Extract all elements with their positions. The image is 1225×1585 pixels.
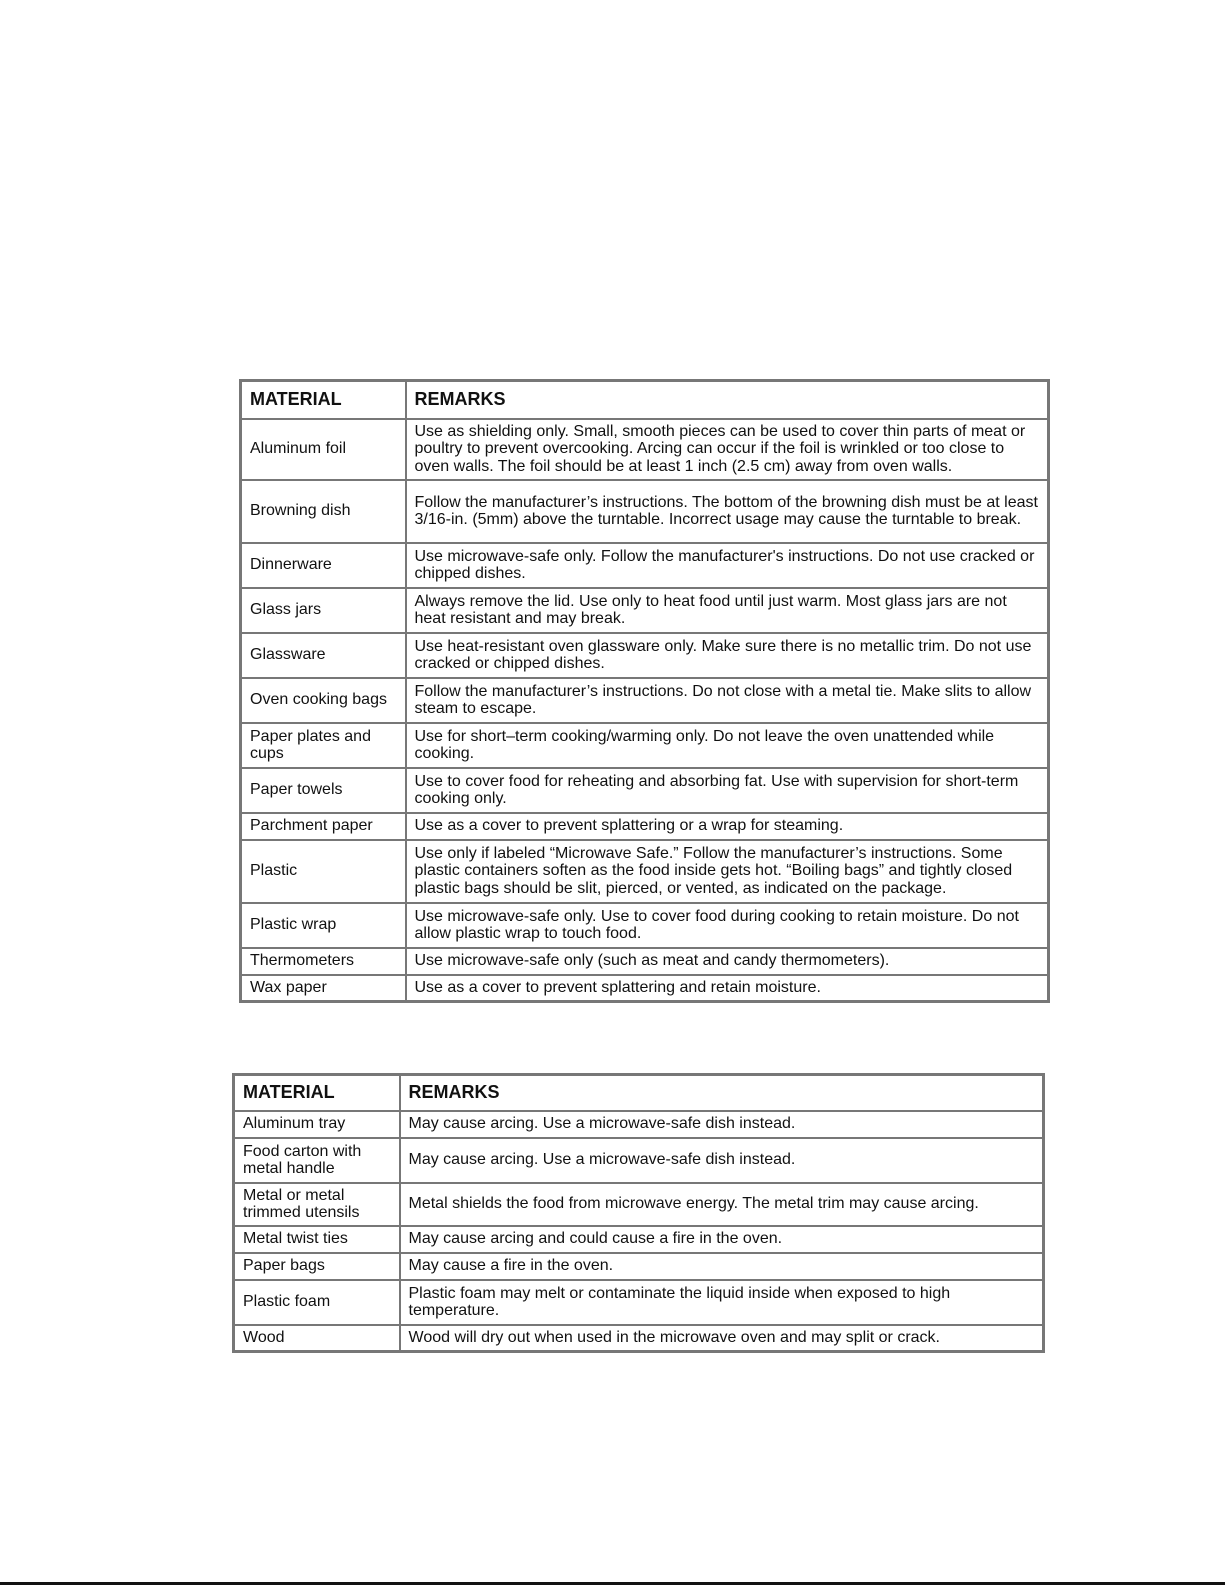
- material-cell: Paper bags: [234, 1253, 400, 1280]
- table-row: [241, 419, 1049, 480]
- table-header-row: [234, 1075, 1044, 1111]
- table-row: [241, 480, 1049, 543]
- material-cell: Oven cooking bags: [241, 678, 406, 723]
- remarks-cell: Always remove the lid. Use only to heat food until just warm. Most glass jars are not heat resistant and may break.: [406, 588, 1049, 633]
- material-cell: Dinnerware: [241, 543, 406, 588]
- table-row: [234, 1253, 1044, 1280]
- materials-safe-table: [239, 379, 1050, 1003]
- table-row: [241, 633, 1049, 678]
- table-row: [241, 588, 1049, 633]
- remarks-cell: May cause arcing. Use a microwave-safe dish instead.: [400, 1138, 1044, 1183]
- remarks-cell: Use as shielding only. Small, smooth pieces can be used to cover thin parts of meat or poultry to prevent overcooking. Arcing can occur if the foil is wrinkled or too close to oven walls. The foil should be at least 1 inch (2.5 cm) away from oven walls.: [406, 419, 1049, 480]
- material-column-header: MATERIAL: [241, 381, 406, 419]
- table-row: [234, 1138, 1044, 1183]
- material-cell: Wax paper: [241, 975, 406, 1002]
- table-row: [241, 723, 1049, 768]
- material-cell: Food carton with metal handle: [234, 1138, 400, 1183]
- remarks-cell: May cause arcing and could cause a fire in the oven.: [400, 1226, 1044, 1253]
- remarks-cell: Use heat-resistant oven glassware only. Make sure there is no metallic trim. Do not use cracked or chipped dishes.: [406, 633, 1049, 678]
- material-cell: Plastic wrap: [241, 903, 406, 948]
- remarks-cell: Use microwave-safe only. Follow the manufacturer's instructions. Do not use cracked or chipped dishes.: [406, 543, 1049, 588]
- table-row: [241, 813, 1049, 840]
- material-cell: Aluminum tray: [234, 1111, 400, 1138]
- table-row: [234, 1226, 1044, 1253]
- material-cell: Parchment paper: [241, 813, 406, 840]
- table-header-row: [241, 381, 1049, 419]
- table-row: [241, 678, 1049, 723]
- material-cell: Wood: [234, 1325, 400, 1352]
- remarks-cell: Use microwave-safe only. Use to cover food during cooking to retain moisture. Do not allow plastic wrap to touch food.: [406, 903, 1049, 948]
- remarks-cell: May cause a fire in the oven.: [400, 1253, 1044, 1280]
- remarks-cell: May cause arcing. Use a microwave-safe dish instead.: [400, 1111, 1044, 1138]
- remarks-cell: Use as a cover to prevent splattering or a wrap for steaming.: [406, 813, 1049, 840]
- material-cell: Browning dish: [241, 480, 406, 543]
- remarks-cell: Use as a cover to prevent splattering and retain moisture.: [406, 975, 1049, 1002]
- remarks-cell: Follow the manufacturer’s instructions. The bottom of the browning dish must be at least 3/16-in. (5mm) above the turntable. Incorrect usage may cause the turntable to break.: [406, 480, 1049, 543]
- materials-avoid-table: [232, 1073, 1045, 1353]
- material-cell: Plastic: [241, 840, 406, 903]
- remarks-cell: Use for short–term cooking/warming only. Do not leave the oven unattended while cooking.: [406, 723, 1049, 768]
- table-row: [234, 1280, 1044, 1325]
- remarks-column-header: REMARKS: [406, 381, 1049, 419]
- table-row: [234, 1325, 1044, 1352]
- table-row: [234, 1183, 1044, 1226]
- material-cell: Thermometers: [241, 948, 406, 975]
- remarks-cell: Use microwave-safe only (such as meat and candy thermometers).: [406, 948, 1049, 975]
- remarks-cell: Use to cover food for reheating and absorbing fat. Use with supervision for short-term cooking only.: [406, 768, 1049, 813]
- table-row: [241, 903, 1049, 948]
- table-row: [241, 840, 1049, 903]
- material-cell: Aluminum foil: [241, 419, 406, 480]
- table-row: [241, 975, 1049, 1002]
- table-row: [241, 948, 1049, 975]
- remarks-column-header: REMARKS: [400, 1075, 1044, 1111]
- material-cell: Glassware: [241, 633, 406, 678]
- material-cell: Glass jars: [241, 588, 406, 633]
- material-column-header: MATERIAL: [234, 1075, 400, 1111]
- remarks-cell: Plastic foam may melt or contaminate the liquid inside when exposed to high temperature.: [400, 1280, 1044, 1325]
- material-cell: Metal twist ties: [234, 1226, 400, 1253]
- remarks-cell: Use only if labeled “Microwave Safe.” Follow the manufacturer’s instructions. Some plastic containers soften as the food inside gets hot. “Boiling bags” and tightly closed plastic bags should be slit, pierced, or vented, as indicated on the package.: [406, 840, 1049, 903]
- table-row: [241, 768, 1049, 813]
- remarks-cell: Follow the manufacturer’s instructions. Do not close with a metal tie. Make slits to allow steam to escape.: [406, 678, 1049, 723]
- table-row: [241, 543, 1049, 588]
- material-cell: Paper towels: [241, 768, 406, 813]
- remarks-cell: Wood will dry out when used in the microwave oven and may split or crack.: [400, 1325, 1044, 1352]
- material-cell: Paper plates and cups: [241, 723, 406, 768]
- material-cell: Plastic foam: [234, 1280, 400, 1325]
- remarks-cell: Metal shields the food from microwave energy. The metal trim may cause arcing.: [400, 1183, 1044, 1226]
- table-row: [234, 1111, 1044, 1138]
- material-cell: Metal or metal trimmed utensils: [234, 1183, 400, 1226]
